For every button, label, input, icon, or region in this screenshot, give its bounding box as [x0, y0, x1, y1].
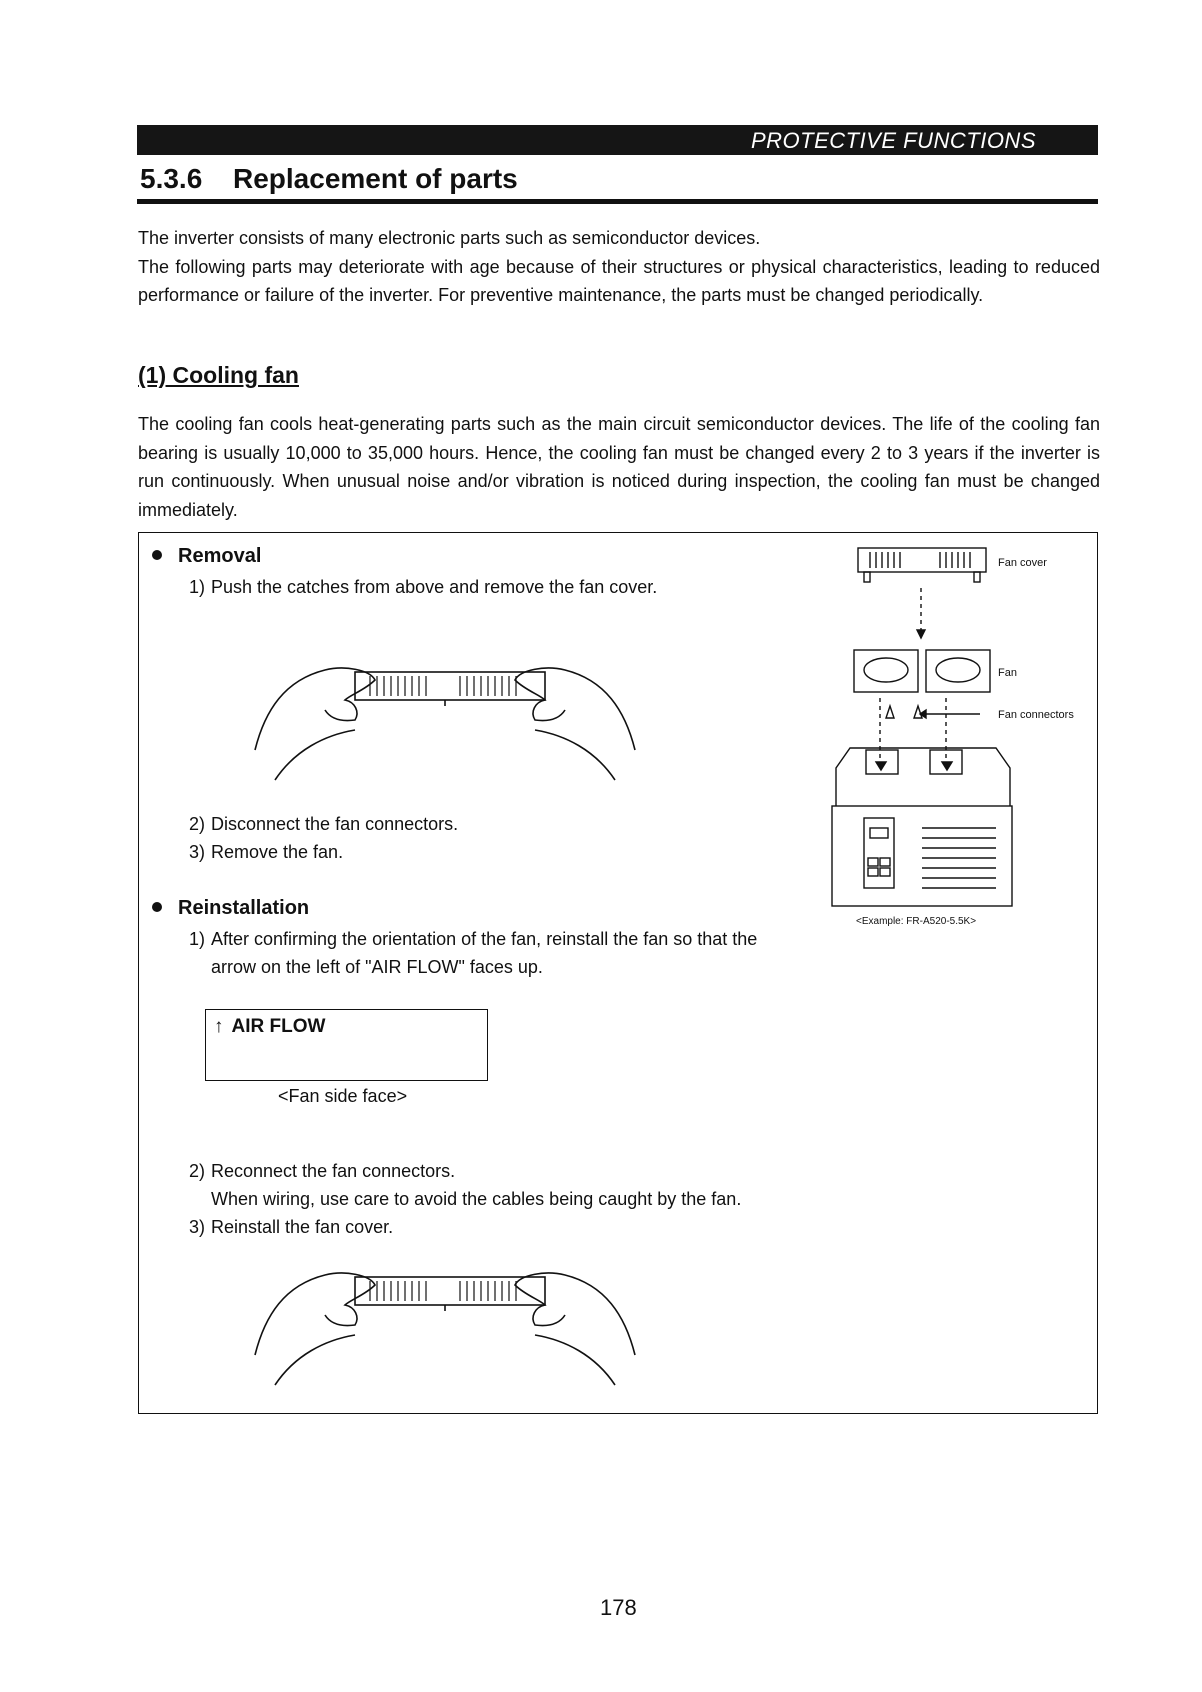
right-hand	[515, 1273, 635, 1355]
hands-remove-cover-illustration	[245, 640, 645, 790]
right-hand	[515, 668, 635, 750]
section-title	[140, 163, 518, 195]
inverter-body-part	[832, 748, 1012, 906]
cooling-fan-body: The cooling fan cools heat-generating parts such as the main circuit semiconductor devices. The life of the cooling fan bearing is usually 10,000 to 35,000 hours. Hence, the cooling fan must be changed every 2 to 3 years if the inverter is run continuously. When unusual noise and/or vibration is noticed during inspection, the cooling fan must be changed immediately.	[138, 414, 1100, 520]
step-number: 2)	[189, 814, 206, 834]
fan-exploded-diagram	[830, 538, 1090, 927]
step-number: 1)	[189, 929, 206, 949]
removal-step-1	[189, 573, 657, 601]
example-model-caption: <Example: FR-A520-5.5K>	[856, 916, 977, 927]
fan-connectors-label: Fan connectors	[998, 709, 1074, 721]
removal-step-3	[189, 838, 343, 866]
step-text: Reinstall the fan cover.	[211, 1217, 394, 1237]
title-rule	[137, 199, 1098, 204]
reinstallation-heading	[152, 897, 309, 920]
step-text-continued: When wiring, use care to avoid the cables being caught by the fan.	[211, 1189, 742, 1209]
reinstallation-heading-text: Reinstallation	[178, 897, 310, 919]
step-text: Reconnect the fan connectors.	[211, 1161, 456, 1181]
step-text: Remove the fan.	[211, 842, 344, 862]
section-number: 5.3.6	[140, 163, 203, 194]
cooling-fan-title: (1) Cooling fan	[138, 362, 299, 388]
up-arrow-icon: ↑	[214, 1016, 224, 1037]
step-number: 1)	[189, 577, 206, 597]
bullet-icon	[152, 550, 162, 560]
reinstall-step-2	[189, 1157, 741, 1213]
airflow-label-box	[205, 1009, 488, 1081]
fan-part	[854, 650, 990, 692]
fan-label: Fan	[998, 667, 1017, 679]
step-text: Push the catches from above and remove the fan cover.	[211, 577, 658, 597]
hands-reinstall-cover-illustration	[245, 1245, 645, 1395]
step-number: 3)	[189, 1217, 206, 1237]
section-banner	[137, 125, 1098, 155]
airflow-text: AIR FLOW	[231, 1016, 326, 1037]
section-title-text: Replacement of parts	[233, 163, 518, 194]
fan-cover-label: Fan cover	[998, 557, 1047, 569]
airflow-label	[214, 1016, 325, 1038]
removal-step-2	[189, 810, 458, 838]
intro-paragraph-1: The inverter consists of many electronic parts such as semiconductor devices.	[138, 228, 761, 248]
intro-paragraph-2: The following parts may deteriorate with age because of their structures or physical characteristics, leading to reduced performance or failure of the inverter. For preventive maintenance, the parts must be changed periodically.	[138, 256, 1100, 305]
reinstall-step-1	[189, 925, 757, 981]
left-hand	[255, 1273, 375, 1355]
left-hand	[255, 668, 375, 750]
fan-side-caption: <Fan side face>	[278, 1086, 408, 1106]
fan-cover-part	[858, 548, 986, 582]
removal-heading	[152, 545, 261, 568]
step-text: After confirming the orientation of the fan, reinstall the fan so that the	[211, 929, 758, 949]
step-text-continued: arrow on the left of "AIR FLOW" faces up.	[211, 957, 543, 977]
bullet-icon	[152, 902, 162, 912]
intro-text	[138, 224, 1100, 310]
removal-heading-text: Removal	[178, 545, 262, 567]
page-number: 178	[600, 1595, 637, 1620]
reinstall-step-3	[189, 1213, 393, 1241]
step-text: Disconnect the fan connectors.	[211, 814, 459, 834]
step-number: 3)	[189, 842, 206, 862]
section-banner-text: PROTECTIVE FUNCTIONS	[750, 128, 1036, 153]
step-number: 2)	[189, 1161, 206, 1181]
